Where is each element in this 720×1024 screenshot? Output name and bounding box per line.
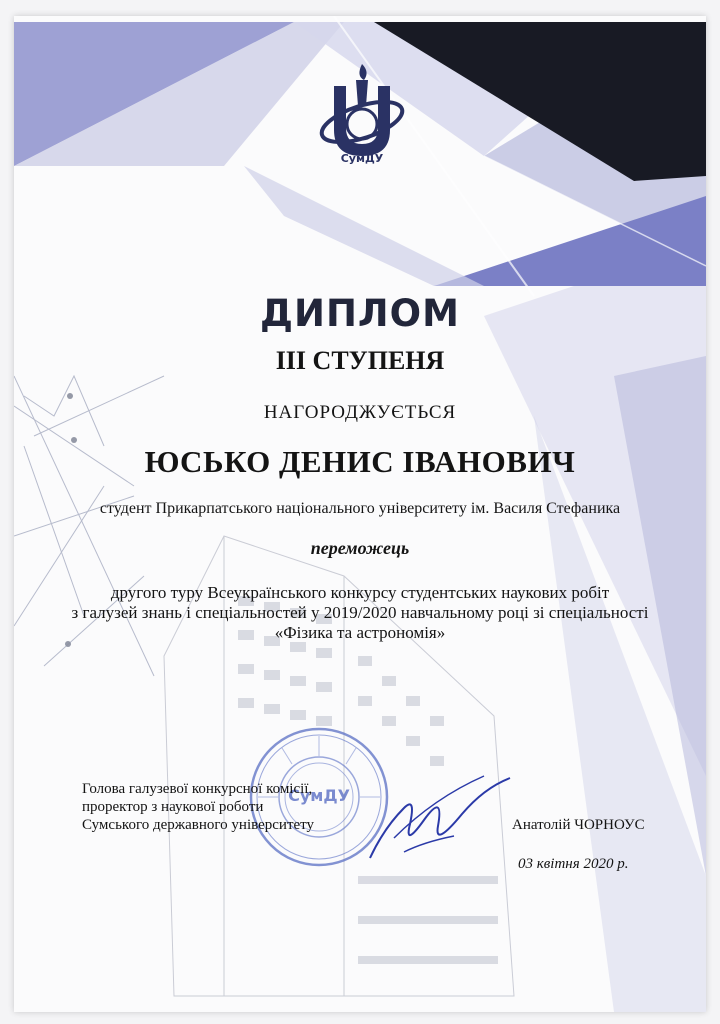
recipient-description: студент Прикарпатського національного університету ім. Василя Стефаника bbox=[99, 500, 621, 517]
logo-text: СумДУ bbox=[340, 152, 384, 165]
winner-status: переможець bbox=[310, 538, 410, 558]
certificate-title: ДИПЛОМ bbox=[260, 292, 460, 335]
recipient-name: ЮСЬКО ДЕНИС ІВАНОВИЧ bbox=[144, 444, 576, 479]
signatory-role bbox=[82, 780, 314, 834]
certificate-degree: ІІІ СТУПЕНЯ bbox=[275, 346, 445, 375]
seal-center-text: СумДУ bbox=[288, 786, 350, 805]
awarded-label: НАГОРОДЖУЄТЬСЯ bbox=[263, 402, 457, 423]
university-logo bbox=[312, 60, 412, 180]
certificate-paper bbox=[14, 16, 706, 1012]
role-line: Голова галузевої конкурсної комісії, bbox=[82, 781, 313, 797]
issue-date: 03 квітня 2020 р. bbox=[518, 856, 629, 872]
signatory-name: Анатолій ЧОРНОУС bbox=[512, 817, 645, 833]
description-line: другого туру Всеукраїнського конкурсу студентських наукових робіт bbox=[110, 583, 610, 602]
role-line: проректор з наукової роботи bbox=[82, 799, 264, 815]
role-line: Сумського державного університету bbox=[82, 817, 315, 833]
description-line: «Фізика та астрономія» bbox=[274, 623, 446, 642]
description-line: з галузей знань і спеціальностей у 2019/2020 навчальному році зі спеціальності bbox=[71, 603, 649, 622]
handwritten-signature bbox=[334, 768, 524, 868]
competition-description bbox=[14, 583, 706, 643]
